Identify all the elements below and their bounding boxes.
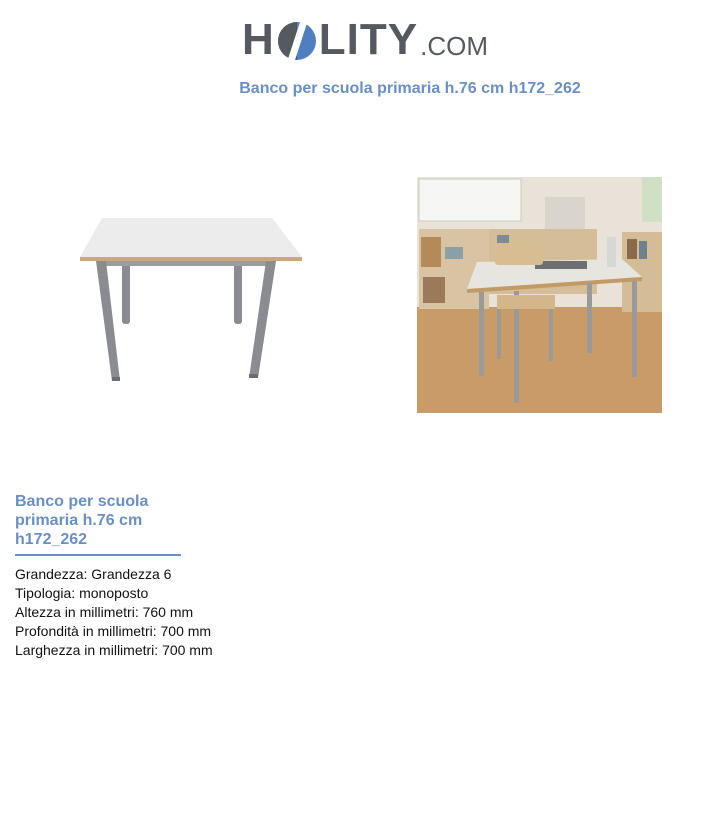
spec-value: monoposto: [79, 585, 149, 601]
spec-value: Grandezza 6: [91, 566, 172, 582]
spec-item: Larghezza in millimetri: 700 mm: [15, 642, 213, 658]
logo-domain: .COM: [420, 31, 488, 61]
product-title: Banco per scuola primaria h.76 cm h172_262: [15, 493, 149, 548]
spec-item: Altezza in millimetri: 760 mm: [15, 604, 194, 620]
product-specs: [15, 565, 213, 660]
spec-value: 700 mm: [162, 642, 213, 658]
spec-label: Altezza in millimetri: [15, 604, 135, 620]
product-table-icon: [72, 205, 312, 390]
logo-wordmark: [242, 12, 418, 68]
spec-label: Profondità in millimetri: [15, 623, 153, 639]
spec-value: 760 mm: [142, 604, 194, 620]
spec-item: Profondità in millimetri: 700 mm: [15, 623, 212, 639]
logo-suffix: LITY: [318, 15, 419, 64]
spec-label: Grandezza: [15, 566, 84, 582]
classroom-scene-icon: [417, 177, 662, 413]
brand-logo[interactable]: [242, 12, 488, 68]
logo-prefix: H: [242, 15, 275, 64]
page-title: Banco per scuola primaria h.76 cm h172_262: [239, 80, 581, 97]
spec-value: 700 mm: [160, 623, 212, 639]
spec-label: Tipologia: [15, 585, 72, 601]
spec-label: Larghezza in millimetri: [15, 642, 155, 658]
spec-item: Tipologia: monoposto: [15, 585, 149, 601]
title-divider: [15, 554, 181, 556]
logo-o-icon: [276, 20, 318, 62]
spec-item: Grandezza: Grandezza 6: [15, 566, 172, 582]
